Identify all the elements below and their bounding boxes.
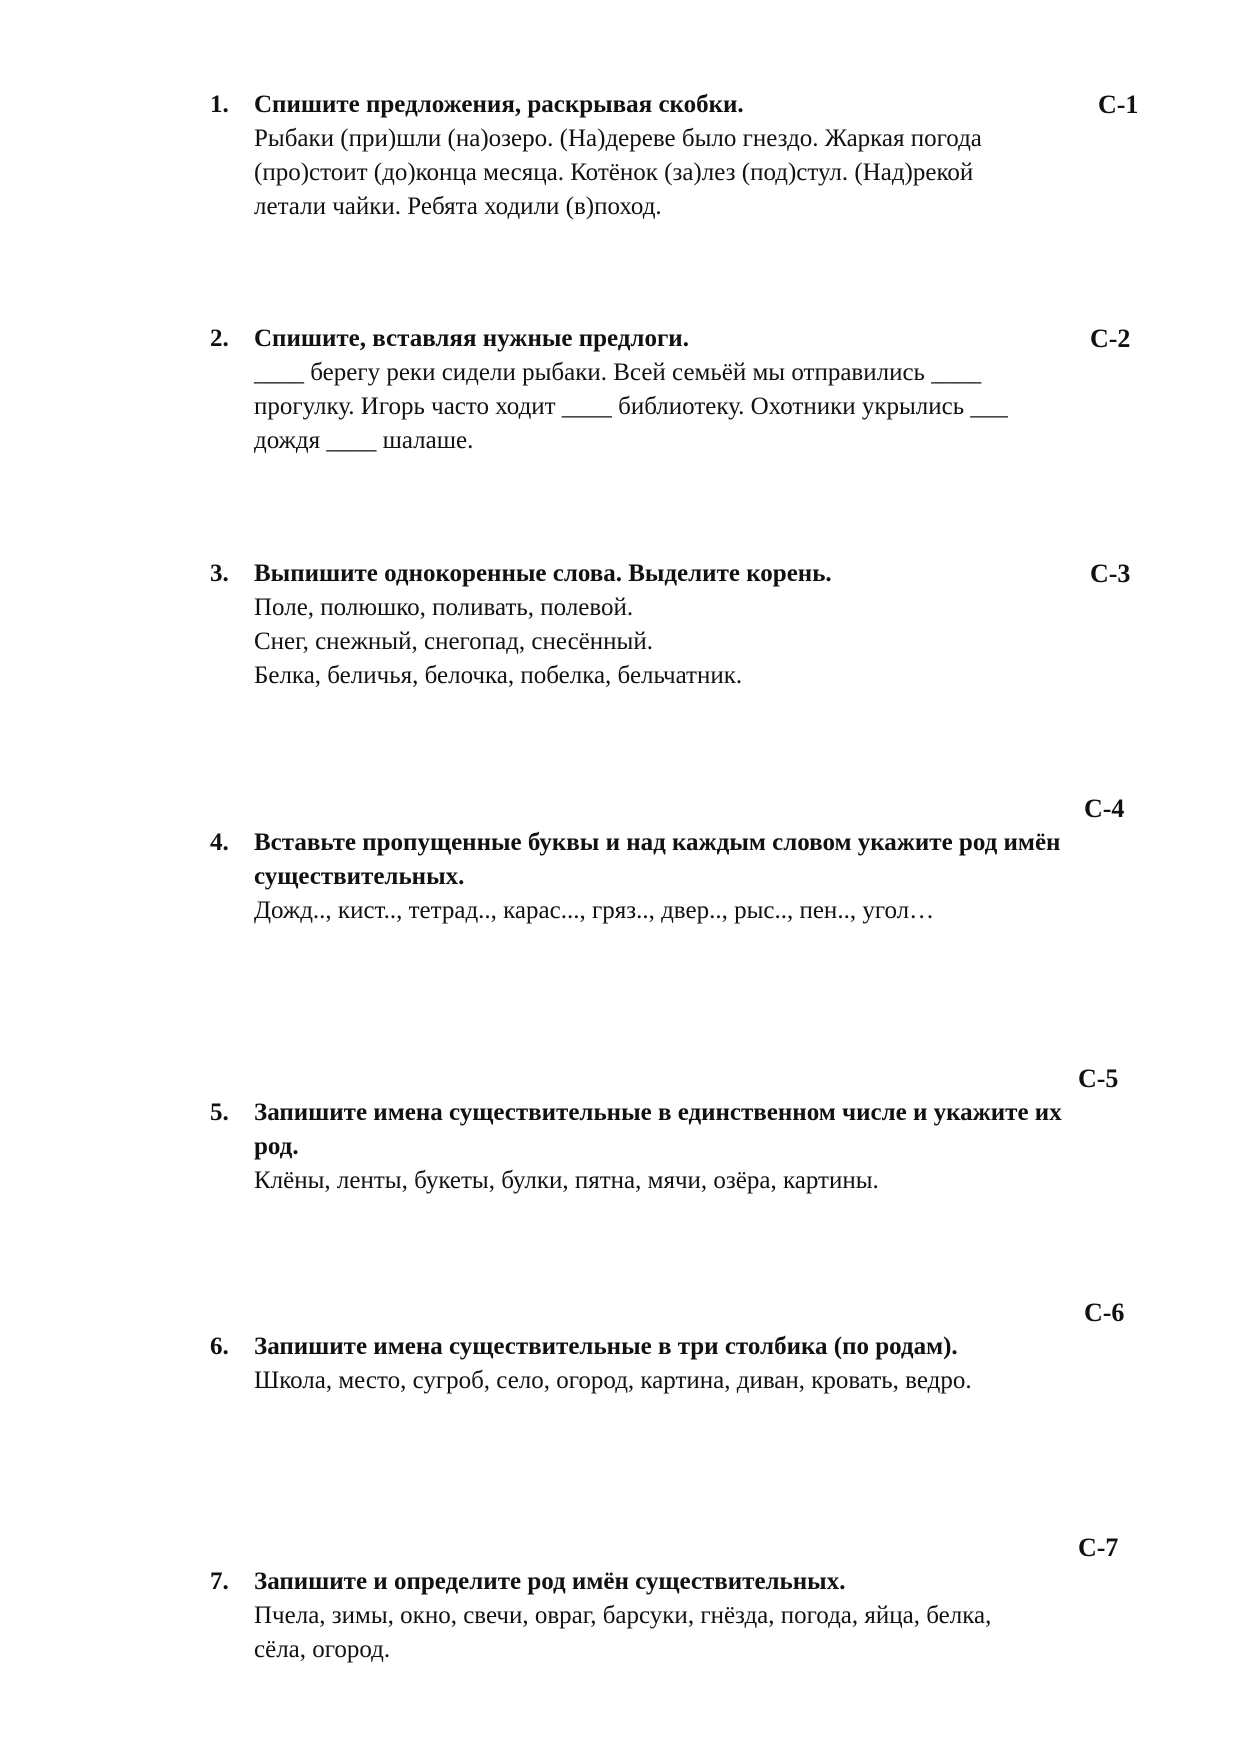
task-text-line: Школа, место, сугроб, село, огород, картина, диван, кровать, ведро.	[254, 1367, 972, 1394]
task-code: С-4	[1084, 794, 1125, 823]
task-title: Вставьте пропущенные буквы и над каждым словом укажите род имён существительных.	[254, 829, 1061, 890]
task-text-line: дождя ____ шалаше.	[254, 427, 474, 454]
task-5	[210, 1096, 1150, 1198]
task-code: С-5	[1078, 1064, 1119, 1093]
task-7	[210, 1565, 1150, 1667]
task-text-line: сёла, огород.	[254, 1636, 391, 1663]
task-code: С-7	[1078, 1533, 1119, 1562]
task-number: 7.	[210, 1568, 229, 1595]
task-code: С-2	[1090, 324, 1131, 353]
task-number: 1.	[210, 91, 229, 118]
task-title: Спишите, вставляя нужные предлоги.	[254, 325, 689, 352]
task-text-line: ____ берегу реки сидели рыбаки. Всей семьёй мы отправились ____	[254, 359, 982, 386]
task-code: С-6	[1084, 1298, 1125, 1327]
task-number: 5.	[210, 1099, 229, 1126]
task-text-line: прогулку. Игорь часто ходит ____ библиотеку. Охотники укрылись ___	[254, 393, 1008, 420]
task-1	[210, 88, 1150, 224]
task-number: 2.	[210, 325, 229, 352]
task-title: Спишите предложения, раскрывая скобки.	[254, 91, 744, 118]
task-text-line: Поле, полюшко, поливать, полевой.	[254, 594, 634, 621]
task-text-line: Клёны, ленты, букеты, булки, пятна, мячи, озёра, картины.	[254, 1167, 879, 1194]
task-3	[210, 557, 1150, 693]
task-text-line: (про)стоит (до)конца месяца. Котёнок (за)лез (под)стул. (Над)рекой	[254, 159, 974, 186]
task-text-line: Дожд.., кист.., тетрад.., карас..., гряз.., двер.., рыс.., пен.., угол…	[254, 897, 935, 924]
task-text-line: Снег, снежный, снегопад, снесённый.	[254, 628, 653, 655]
task-number: 4.	[210, 829, 229, 856]
task-title: Выпишите однокоренные слова. Выделите корень.	[254, 560, 832, 587]
task-title: Запишите имена существительные в единственном числе и укажите их род.	[254, 1099, 1062, 1160]
task-code: С-3	[1090, 559, 1131, 588]
task-title: Запишите имена существительные в три столбика (по родам).	[254, 1333, 958, 1360]
task-4	[210, 826, 1150, 928]
task-text-line: Пчела, зимы, окно, свечи, овраг, барсуки, гнёзда, погода, яйца, белка,	[254, 1602, 992, 1629]
task-text-line: Белка, беличья, белочка, побелка, бельчатник.	[254, 662, 743, 689]
task-2	[210, 322, 1150, 458]
task-title: Запишите и определите род имён существительных.	[254, 1568, 846, 1595]
task-6	[210, 1330, 1150, 1398]
task-code: С-1	[1098, 90, 1139, 119]
task-number: 6.	[210, 1333, 229, 1360]
task-number: 3.	[210, 560, 229, 587]
task-text-line: летали чайки. Ребята ходили (в)поход.	[254, 193, 662, 220]
task-text-line: Рыбаки (при)шли (на)озеро. (На)дереве было гнездо. Жаркая погода	[254, 125, 982, 152]
